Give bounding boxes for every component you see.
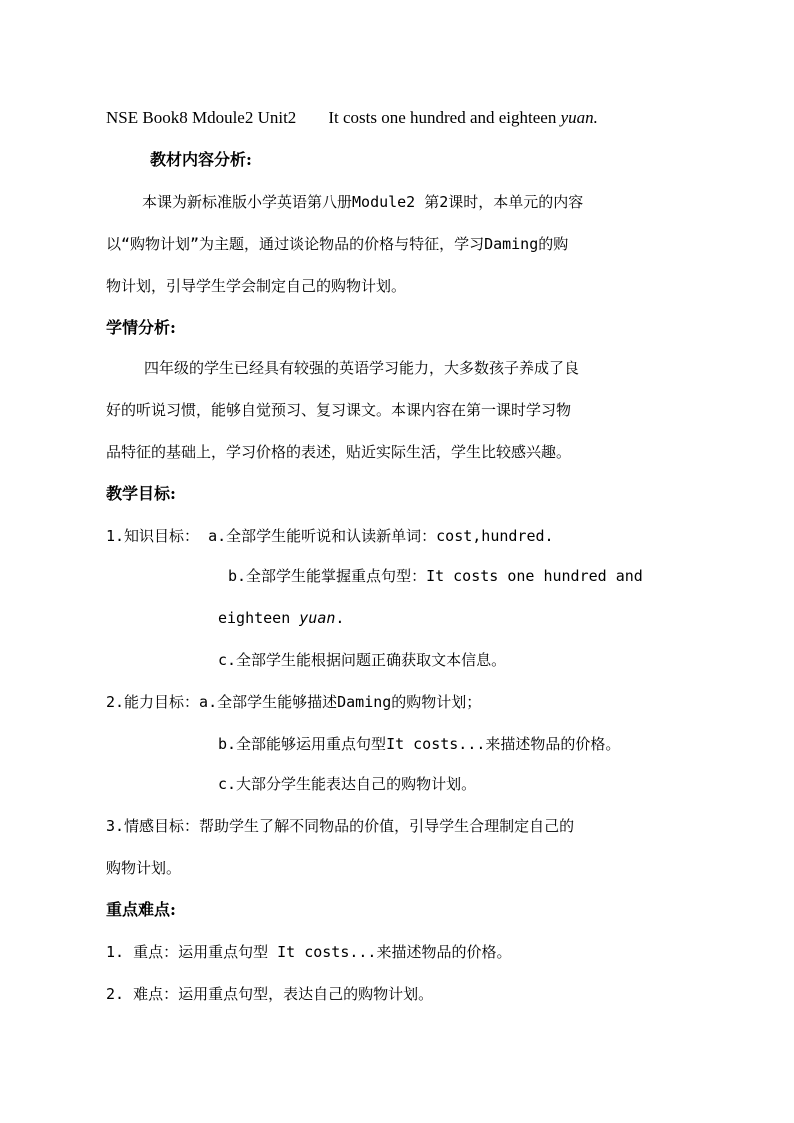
key-point-2: 2. 难点：运用重点句型，表达自己的购物计划。 [106,985,434,1003]
analysis-paragraph-line3: 物计划，引导学生学会制定自己的购物计划。 [106,277,407,295]
student-paragraph-line1: 四年级的学生已经具有较强的英语学习能力，大多数孩子养成了良 [144,359,580,377]
emotion-goal-line1: 3.情感目标：帮助学生了解不同物品的价值，引导学生合理制定自己的 [106,817,575,835]
lesson-title [106,108,598,128]
analysis-paragraph-line1: 本课为新标准版小学英语第八册Module2 第2课时，本单元的内容 [142,193,584,211]
student-analysis-heading: 学情分析: [106,318,176,337]
title-italic: yuan. [560,108,598,127]
key-points-heading: 重点难点: [106,900,176,919]
key-point-1: 1. 重点：运用重点句型 It costs...来描述物品的价格。 [106,943,512,961]
knowledge-goal-b-continued [218,608,344,628]
student-paragraph-line3: 品特征的基础上，学习价格的表述，贴近实际生活，学生比较感兴趣。 [106,443,572,461]
title-unit: NSE Book8 Mdoule2 Unit2 [106,108,297,127]
teaching-goals-heading: 教学目标: [106,484,176,503]
ability-goal-a: 2.能力目标：a.全部学生能够描述Daming的购物计划； [106,693,482,711]
student-paragraph-line2: 好的听说习惯，能够自觉预习、复习课文。本课内容在第一课时学习物 [106,401,572,419]
knowledge-goal-b: b.全部学生能掌握重点句型：It costs one hundred and [228,567,643,585]
goal-b-word: eighteen [218,609,300,627]
goal-b-italic-word: yuan [299,609,336,627]
title-sentence: It costs one hundred and eighteen [328,108,561,127]
ability-goal-c: c.大部分学生能表达自己的购物计划。 [218,775,477,793]
emotion-goal-line2: 购物计划。 [106,859,182,877]
knowledge-goal-a: 1.知识目标： a.全部学生能听说和认读新单词：cost,hundred. [106,527,554,545]
knowledge-goal-c: c.全部学生能根据问题正确获取文本信息。 [218,651,507,669]
analysis-heading: 教材内容分析: [150,150,252,169]
goal-b-period: . [335,609,345,627]
ability-goal-b: b.全部能够运用重点句型It costs...来描述物品的价格。 [218,735,621,753]
analysis-paragraph-line2: 以“购物计划”为主题，通过谈论物品的价格与特征，学习Daming的购 [106,235,569,253]
